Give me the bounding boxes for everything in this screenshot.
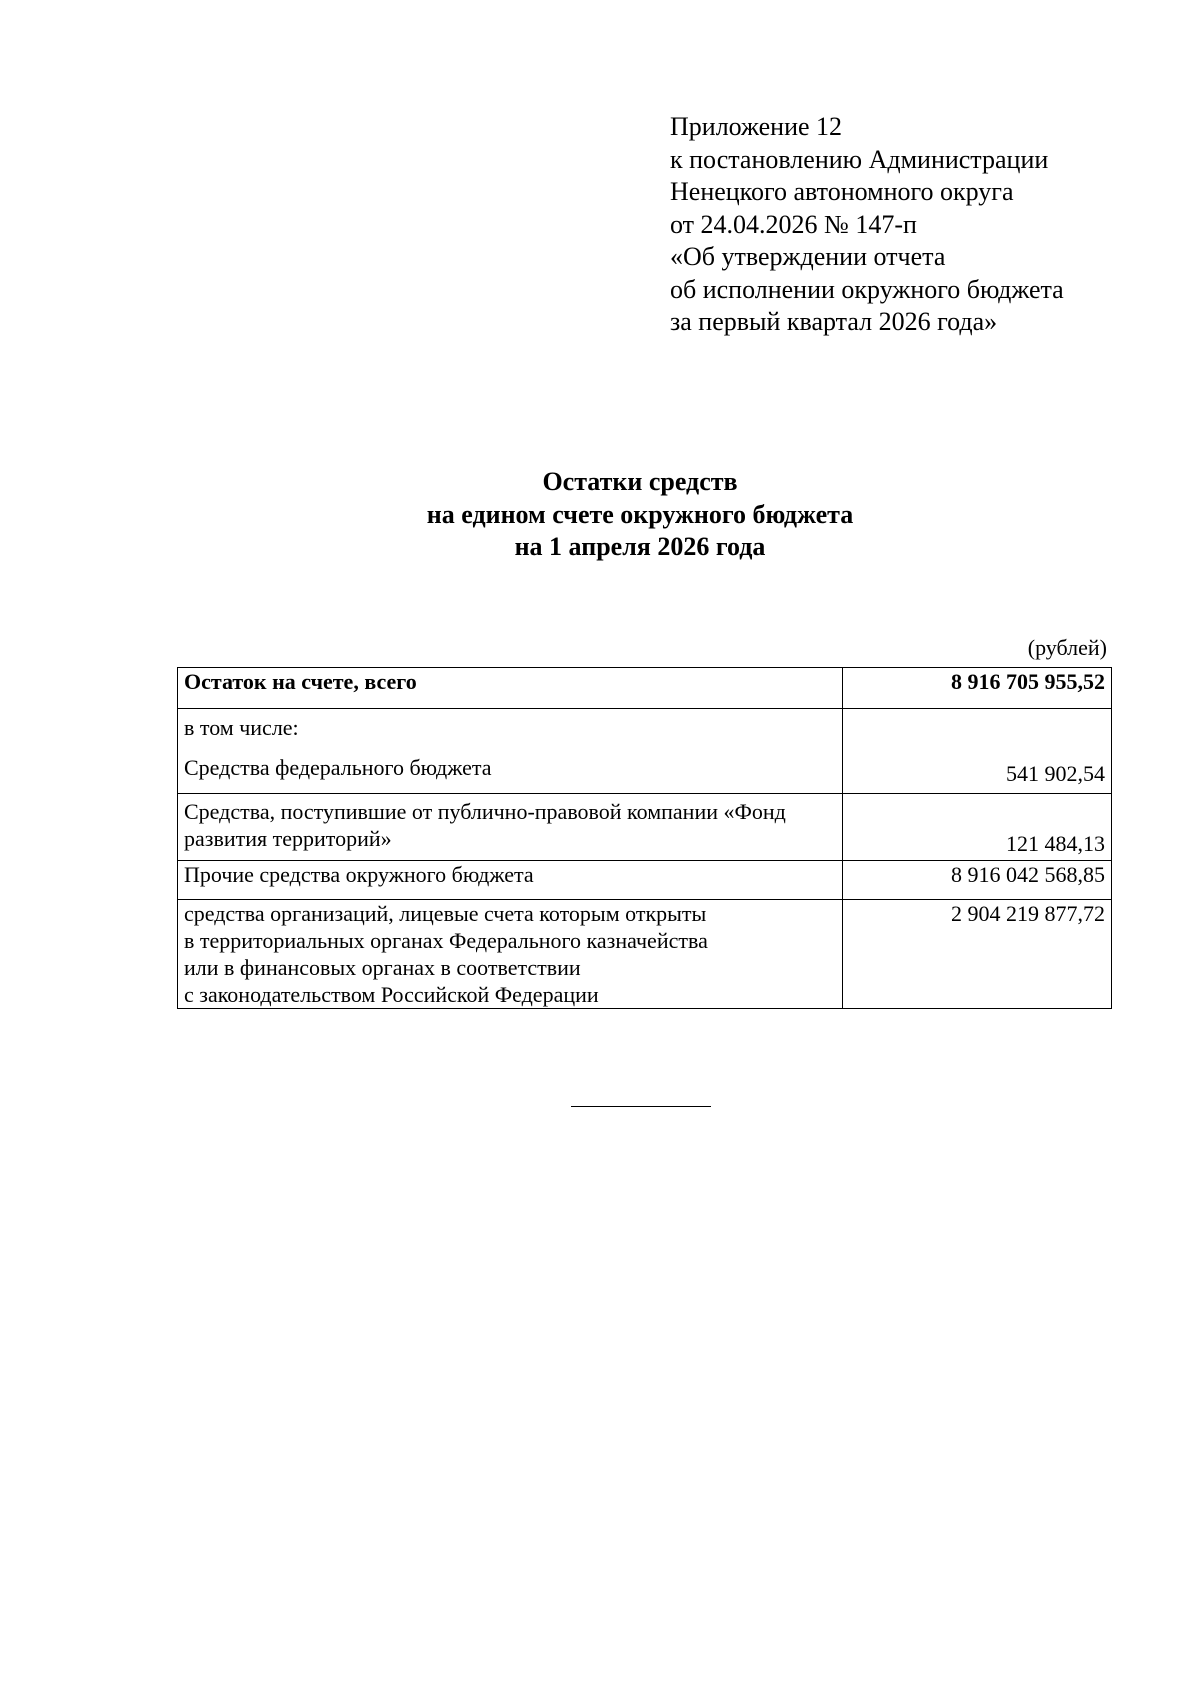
other-value: 8 916 042 568,85 — [843, 861, 1112, 900]
balances-table — [177, 667, 1112, 1009]
total-label: Остаток на счете, всего — [178, 668, 843, 709]
organizations-label — [178, 900, 843, 1009]
organizations-label-line: или в финансовых органах в соответствии — [184, 955, 581, 980]
organizations-label-line: с законодательством Российской Федерации — [184, 982, 599, 1007]
table-row-organizations — [178, 900, 1112, 1009]
appendix-reference — [670, 111, 1170, 339]
including-label: в том числе: — [184, 715, 299, 740]
organizations-label-line: средства организаций, лицевые счета которым открыты — [184, 901, 707, 926]
document-title — [0, 466, 1200, 564]
appendix-line: Приложение 12 — [670, 112, 843, 141]
fund-label-line: Средства, поступившие от публично-правовой компании «Фонд — [184, 799, 786, 824]
appendix-line: Ненецкого автономного округа — [670, 177, 1014, 206]
federal-value: 541 902,54 — [843, 709, 1112, 794]
end-of-document-line — [571, 1106, 711, 1107]
fund-value: 121 484,13 — [843, 794, 1112, 861]
other-label: Прочие средства окружного бюджета — [178, 861, 843, 900]
title-line: на едином счете окружного бюджета — [426, 499, 854, 529]
table-row-fund — [178, 794, 1112, 861]
title-line: Остатки средств — [542, 467, 738, 496]
fund-label — [178, 794, 843, 861]
organizations-label-line: в территориальных органах Федерального казначейства — [184, 928, 708, 953]
appendix-line: к постановлению Администрации — [670, 144, 1049, 174]
appendix-line: «Об утверждении отчета — [670, 242, 946, 271]
table-row-federal — [178, 709, 1112, 794]
federal-label: Средства федерального бюджета — [184, 755, 492, 780]
appendix-line: об исполнении окружного бюджета — [670, 274, 1064, 304]
table-row-other — [178, 861, 1112, 900]
table-row-total — [178, 668, 1112, 709]
federal-cell — [178, 709, 843, 794]
unit-label: (рублей) — [1027, 635, 1107, 660]
appendix-line: от 24.04.2026 № 147-п — [670, 209, 917, 239]
title-line: на 1 апреля 2026 года — [514, 532, 766, 561]
organizations-value: 2 904 219 877,72 — [843, 900, 1112, 1009]
fund-label-line: развития территорий» — [184, 826, 392, 851]
total-value: 8 916 705 955,52 — [843, 668, 1112, 709]
appendix-line: за первый квартал 2026 года» — [670, 307, 998, 336]
